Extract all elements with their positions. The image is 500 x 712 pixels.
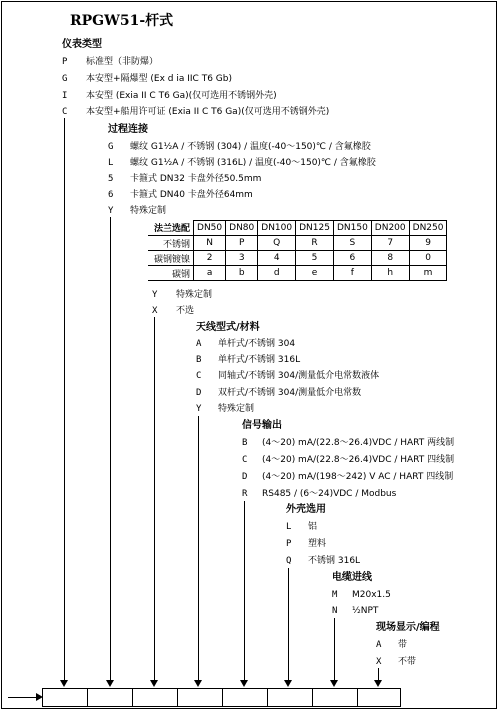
flange-cell: d	[258, 266, 296, 281]
process-connection-code: Y	[108, 206, 114, 216]
flange-cell: N	[194, 236, 226, 251]
display-heading: 现场显示/编程	[376, 622, 440, 633]
antenna-text: 双杆式/不锈钢 304/测量低介电常数	[218, 388, 362, 398]
flange-cell: f	[333, 266, 371, 281]
process-connection-code: L	[108, 158, 114, 168]
cable-text: ½NPT	[352, 606, 379, 616]
flange-cell: 8	[371, 251, 409, 266]
antenna-code: D	[196, 388, 202, 398]
instrument-type-text: 本安型+隔爆型 (Ex d ia IIC T6 Gb)	[86, 74, 232, 84]
order-code-box	[312, 688, 358, 707]
order-code-box	[87, 688, 133, 707]
process-connection-text: 卡箍式 DN40 卡盘外径64mm	[130, 190, 253, 200]
signal-text: (4～20) mA/(22.8～26.4)VDC / HART 两线制	[262, 438, 455, 448]
housing-heading: 外壳选用	[286, 504, 326, 515]
order-code-box	[357, 688, 401, 707]
cable-text: M20x1.5	[352, 590, 391, 600]
antenna-code: A	[196, 339, 202, 349]
cable-heading: 电缆进线	[332, 572, 372, 583]
display-code: X	[376, 657, 382, 667]
flange-row-label: 不锈钢	[148, 236, 194, 251]
arrow-down-icon	[60, 680, 68, 687]
arrow-down-icon	[330, 680, 338, 687]
process-connection-text: 特殊定制	[130, 206, 167, 216]
process-connection-heading: 过程连接	[108, 124, 148, 135]
flange-cell: 0	[409, 251, 447, 266]
housing-code: Q	[286, 556, 292, 566]
process-connection-text: 螺纹 G1½A / 不锈钢 (316L) / 温度(-40～150)℃ / 含氟橡胶	[130, 158, 376, 168]
connector-line	[154, 317, 155, 681]
signal-text: (4～20) mA/(198～242) V AC / HART 四线制	[262, 472, 454, 482]
process-connection-code: 6	[108, 190, 114, 200]
flange-col-header: DN100	[258, 221, 296, 236]
flange-cell: 6	[333, 251, 371, 266]
signal-text: RS485 / (6～24)VDC / Modbus	[262, 489, 397, 499]
flange-cell: a	[194, 266, 226, 281]
antenna-code: C	[196, 371, 202, 381]
cable-code: N	[332, 606, 338, 616]
flange-col-header: DN200	[371, 221, 409, 236]
flange-cell: 7	[371, 236, 409, 251]
table-row	[148, 266, 447, 281]
flange-table	[148, 220, 447, 281]
flange-heading: 法兰选配	[154, 224, 191, 235]
housing-text: 铝	[308, 522, 318, 532]
antenna-code: Y	[196, 404, 202, 414]
flange-col-header: DN150	[333, 221, 371, 236]
flange-cell: 4	[258, 251, 296, 266]
process-connection-text: 螺纹 G1½A / 不锈钢 (304) / 温度(-40～150)℃ / 含氟橡胶	[130, 142, 371, 152]
flange-col-header: DN250	[409, 221, 447, 236]
flange-extra-text: 特殊定制	[176, 290, 213, 300]
display-code: A	[376, 640, 382, 650]
process-connection-code: G	[108, 142, 114, 152]
process-connection-code: 5	[108, 174, 114, 184]
flange-row-label: 碳钢镀镍	[148, 251, 194, 266]
instrument-type-code: I	[62, 91, 68, 101]
flange-cell: b	[226, 266, 258, 281]
instrument-type-code: C	[62, 107, 68, 117]
flange-col-header: DN80	[226, 221, 258, 236]
process-connection-text: 卡箍式 DN32 卡盘外径50.5mm	[130, 174, 262, 184]
flange-row-label: 碳钢	[148, 266, 194, 281]
flange-cell: h	[371, 266, 409, 281]
table-row	[148, 236, 447, 251]
flange-header-row	[148, 221, 447, 236]
page-title: RPGW51-杆式	[70, 13, 174, 29]
arrow-down-icon	[106, 680, 114, 687]
flange-cell: 5	[296, 251, 334, 266]
instrument-type-text: 本安型 (Exia II C T6 Ga)(仅可选用不锈钢外壳)	[86, 91, 277, 101]
instrument-type-heading: 仪表类型	[62, 39, 102, 50]
connector-line	[288, 568, 289, 681]
flange-extra-text: 不选	[176, 306, 195, 316]
signal-code: B	[242, 438, 248, 448]
connector-line	[198, 416, 199, 681]
signal-code: R	[242, 489, 248, 499]
flange-extra-code: Y	[152, 290, 158, 300]
connector-line	[64, 118, 65, 681]
antenna-text: 单杆式/不锈钢 316L	[218, 355, 301, 365]
connector-line	[334, 618, 335, 681]
housing-code: P	[286, 539, 292, 549]
order-code-box	[177, 688, 223, 707]
flange-cell: 2	[194, 251, 226, 266]
signal-code: C	[242, 455, 248, 465]
arrow-down-icon	[150, 680, 158, 687]
table-row	[148, 251, 447, 266]
instrument-type-text: 标准型（非防爆）	[86, 57, 159, 67]
input-arrow-line	[8, 697, 38, 698]
display-text: 不带	[398, 657, 417, 667]
flange-cell: Q	[258, 236, 296, 251]
housing-text: 不锈钢 316L	[308, 556, 361, 566]
flange-col-header: DN125	[296, 221, 334, 236]
antenna-code: B	[196, 355, 202, 365]
display-text: 带	[398, 640, 408, 650]
flange-cell: 3	[226, 251, 258, 266]
order-code-box	[222, 688, 268, 707]
signal-code: D	[242, 472, 248, 482]
instrument-type-code: G	[62, 74, 68, 84]
order-code-box	[132, 688, 178, 707]
flange-extra-code: X	[152, 306, 158, 316]
housing-code: L	[286, 522, 292, 532]
flange-cell: m	[409, 266, 447, 281]
connector-line	[244, 501, 245, 681]
flange-cell: P	[226, 236, 258, 251]
antenna-text: 同轴式/不锈钢 304/测量低介电常数液体	[218, 371, 380, 381]
flange-cell: 9	[409, 236, 447, 251]
cable-code: M	[332, 590, 338, 600]
arrow-down-icon	[240, 680, 248, 687]
antenna-text: 单杆式/不锈钢 304	[218, 339, 296, 349]
connector-line	[110, 217, 111, 681]
instrument-type-code: P	[62, 57, 68, 67]
flange-col-header: DN50	[194, 221, 226, 236]
flange-cell: R	[296, 236, 334, 251]
antenna-text: 特殊定制	[218, 404, 255, 414]
arrow-down-icon	[194, 680, 202, 687]
instrument-type-text: 本安型+船用许可证 (Exia II C T6 Ga)(仅可选用不锈钢外壳)	[86, 107, 330, 117]
flange-cell: S	[333, 236, 371, 251]
order-code-box	[42, 688, 88, 707]
arrow-down-icon	[284, 680, 292, 687]
flange-cell: e	[296, 266, 334, 281]
arrow-down-icon	[374, 680, 382, 687]
order-code-box	[267, 688, 313, 707]
antenna-heading: 天线型式/材料	[196, 322, 260, 333]
signal-heading: 信号输出	[242, 420, 282, 431]
housing-text: 塑料	[308, 539, 327, 549]
signal-text: (4～20) mA/(22.8～26.4)VDC / HART 四线制	[262, 455, 455, 465]
